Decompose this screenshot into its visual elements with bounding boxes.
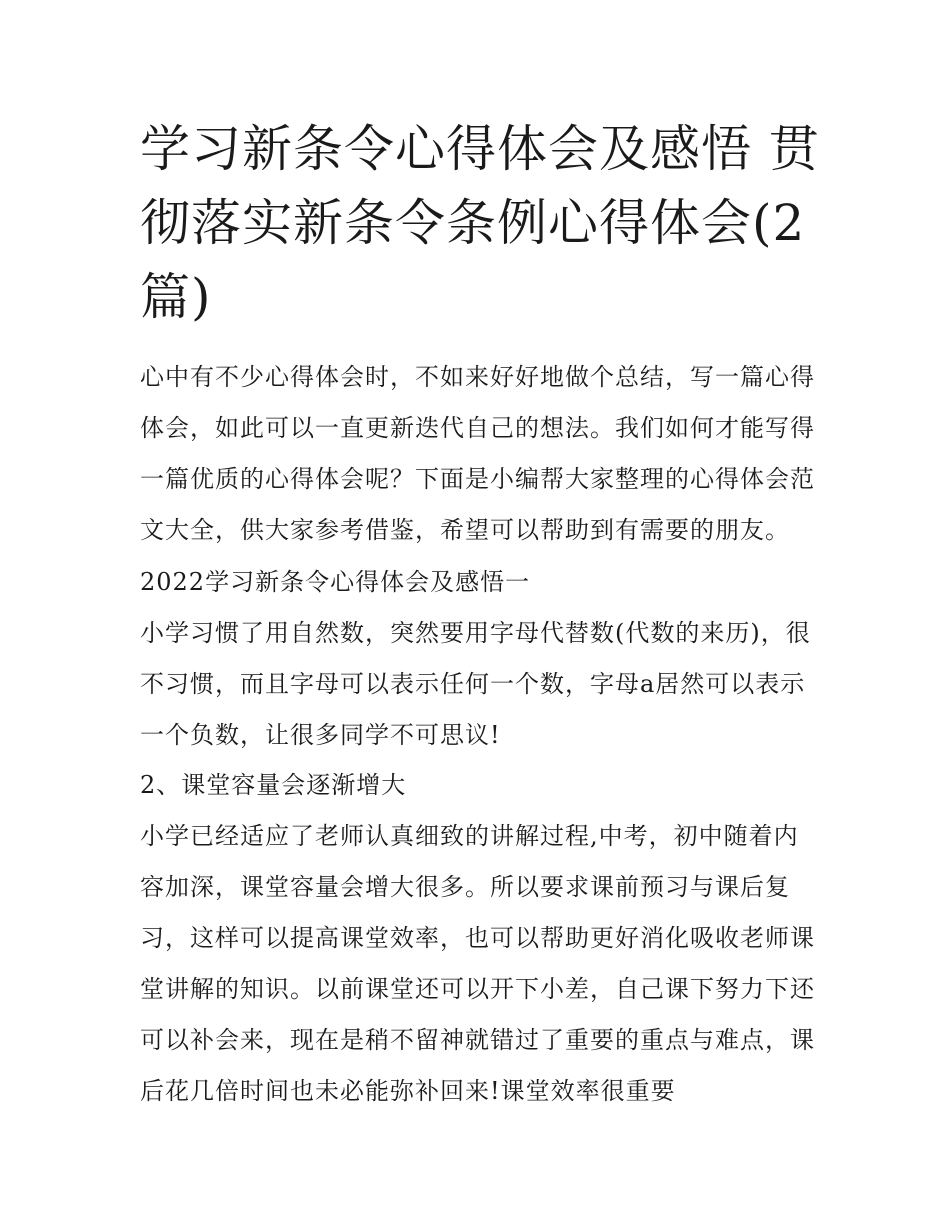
document-title: 学习新条令心得体会及感悟 贯彻落实新条令条例心得体会(2篇) (140, 120, 820, 326)
section-heading-1: 2022学习新条令心得体会及感悟一 (140, 568, 531, 596)
section-paragraph-2: 小学已经适应了老师认真细致的讲解过程,中考，初中随着内容加深，课堂容量会增大很多。所以要求课前预习与课后复习，这样可以提高课堂效率，也可以帮助更好消化吸收老师课堂讲解的知识。以前课堂还可以开下小差，自己课下努力下还可以补会来，现在是稍不留神就错过了重要的重点与难点，课后花几倍时间也未必能弥补回来!课堂效率很重要 (140, 822, 815, 1105)
intro-paragraph: 心中有不少心得体会时，不如来好好地做个总结，写一篇心得体会，如此可以一直更新迭代自己的想法。我们如何才能写得一篇优质的心得体会呢？下面是小编帮大家整理的心得体会范文大全，供大家参考借鉴，希望可以帮助到有需要的朋友。 (140, 363, 815, 544)
section-paragraph-1: 小学习惯了用自然数，突然要用字母代替数(代数的来历)，很不习惯，而且字母可以表示任何一个数，字母a居然可以表示一个负数，让很多同学不可思议! (140, 619, 811, 749)
section-heading-2: 2、课堂容量会逐渐增大 (140, 771, 407, 799)
